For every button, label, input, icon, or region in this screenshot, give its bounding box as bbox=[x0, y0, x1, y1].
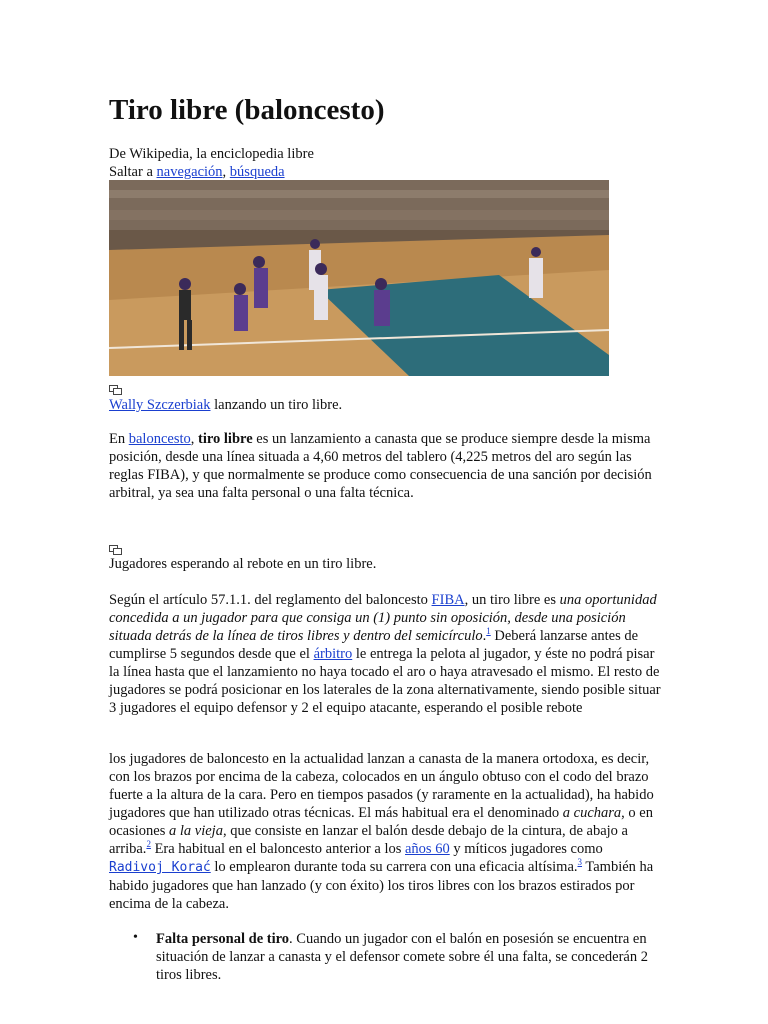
intro-bold-term: tiro libre bbox=[198, 431, 253, 447]
rules-text-5: le entrega la pelota al jugador, y éste no podrá pisar la línea hasta que el lanzamiento no haya tocado el aro o haya atravesado el mismo. El resto de jugadores se podrá posicionar en los laterales de la zona alternativamente, siendo posible situar 3 jugadores el equipo defensor y 2 el equipo atacante, esperando el posible rebote bbox=[109, 646, 661, 716]
rules-definition: una oportunidad concedida a un jugador para que consiga un (1) punto sin oposición, desde una posición situada detrás de la línea de tiros libres y dentro del semicírculo bbox=[109, 592, 657, 644]
basketball-court-image bbox=[109, 180, 609, 376]
intro-text-1: En bbox=[109, 431, 129, 447]
reference-3-link[interactable]: 3 bbox=[577, 857, 583, 868]
rules-text-2: , un tiro libre es bbox=[464, 592, 560, 608]
rules-paragraph bbox=[109, 591, 661, 717]
enlarge-icon[interactable] bbox=[109, 385, 121, 394]
jump-prefix: Saltar a bbox=[109, 164, 157, 180]
radivoj-korac-link[interactable]: Radivoj Korać bbox=[109, 860, 211, 875]
caption-1-text: lanzando un tiro libre. bbox=[210, 397, 343, 413]
anos-60-link[interactable]: años 60 bbox=[405, 841, 450, 857]
page-title: Tiro libre (baloncesto) bbox=[109, 94, 385, 126]
technique-text-4: Era habitual en el baloncesto anterior a los bbox=[150, 841, 405, 857]
jump-links bbox=[109, 163, 661, 181]
search-link[interactable]: búsqueda bbox=[229, 164, 285, 180]
rules-text-1: Según el artículo 57.1.1. del reglamento del baloncesto bbox=[109, 592, 432, 608]
intro-text-2: , bbox=[190, 431, 198, 447]
reference-2-link[interactable]: 2 bbox=[146, 839, 151, 850]
image-caption-2: Jugadores esperando al rebote en un tiro libre. bbox=[109, 556, 377, 572]
technique-term-2: a la vieja bbox=[169, 823, 223, 839]
wally-szczerbiak-link[interactable]: Wally Szczerbiak bbox=[109, 397, 211, 413]
technique-text-3: , que consiste en lanzar el balón desde debajo de la cintura, de abajo a arriba. bbox=[109, 823, 628, 857]
technique-text-1: los jugadores de baloncesto en la actualidad lanzan a canasta de la manera ortodoxa, es decir, con los brazos por encima de la cabeza, colocados en un ángulo obtuso con el codo del brazo fuerte a la altura de la cara. Pero en tiempos pasados (y raramente en la actualidad), ha habido jugadores que han utilizado otras técnicas. El más habitual era el denominado bbox=[109, 751, 654, 821]
technique-paragraph bbox=[109, 750, 661, 913]
image-caption-1 bbox=[109, 396, 661, 414]
rules-text-4: Deberá lanzarse antes de cumplirse 5 segundos desde que el bbox=[109, 628, 639, 662]
fiba-link[interactable]: FIBA bbox=[431, 592, 465, 608]
jump-separator: , bbox=[222, 164, 230, 180]
list-bullet: • bbox=[133, 930, 138, 945]
technique-term-1: a cuchara bbox=[562, 805, 622, 821]
technique-text-7: También ha habido jugadores que han lanzado (y con éxito) los tiros libres con los brazos estirados por encima de la cabeza. bbox=[109, 859, 654, 912]
rules-text-3: . bbox=[482, 628, 487, 644]
list-item bbox=[156, 930, 661, 984]
intro-text-3: es un lanzamiento a canasta que se produce siempre desde la misma posición, desde una línea situada a 4,60 metros del tablero (4,225 metros del aro según las reglas FIBA), y que normalmente se produce como consecuencia de una sanción por decisión arbitral, ya sea una falta personal o una falta técnica. bbox=[109, 431, 652, 501]
technique-text-5: y míticos jugadores como bbox=[449, 841, 603, 857]
source-line: De Wikipedia, la enciclopedia libre bbox=[109, 146, 314, 162]
navigation-link[interactable]: navegación bbox=[156, 164, 223, 180]
technique-text-6: lo emplearon durante toda su carrera con una eficacia altísima. bbox=[210, 859, 578, 875]
reference-1-link[interactable]: 1 bbox=[486, 626, 491, 637]
technique-text-2: , o en ocasiones bbox=[109, 805, 653, 839]
list-item-text: . Cuando un jugador con el balón en posesión se encuentra en situación de lanzar a canasta y el defensor comete sobre él una falta, se concederán 2 tiros libres. bbox=[156, 931, 648, 983]
free-throw-photo bbox=[109, 180, 609, 376]
baloncesto-link[interactable]: baloncesto bbox=[128, 431, 191, 447]
arbitro-link[interactable]: árbitro bbox=[313, 646, 353, 662]
enlarge-icon[interactable] bbox=[109, 545, 121, 554]
list-item-term: Falta personal de tiro bbox=[156, 931, 290, 947]
intro-paragraph bbox=[109, 430, 661, 502]
